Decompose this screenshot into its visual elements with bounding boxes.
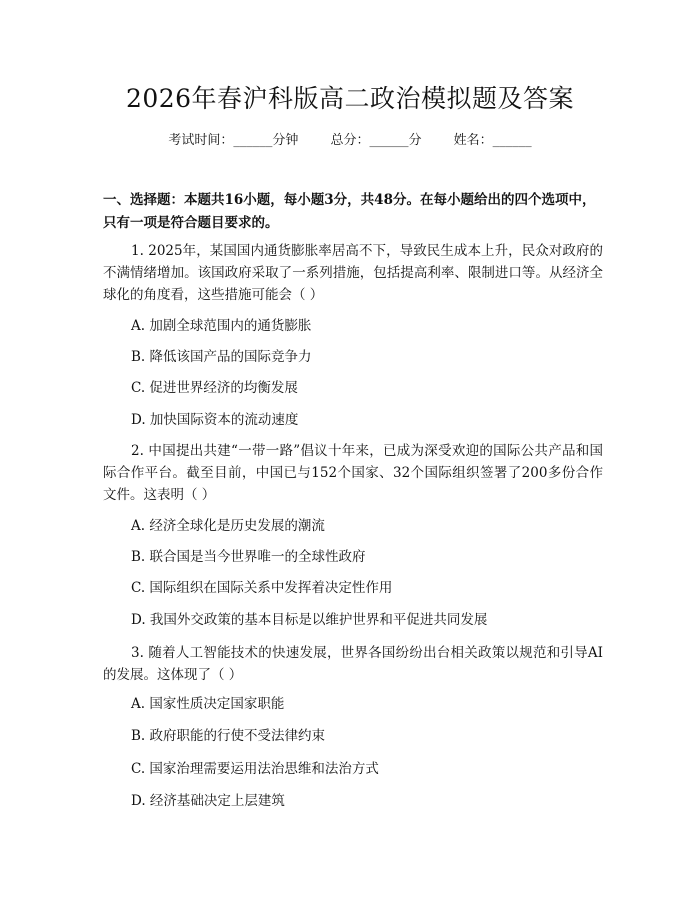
- exam-time-field: 考试时间：______分钟: [168, 133, 299, 148]
- question-2-option-a: A. 经济全球化是历史发展的潮流: [131, 518, 325, 534]
- exam-score-field: 总分：______分: [330, 133, 422, 148]
- question-1-option-d: D. 加快国际资本的流动速度: [131, 412, 299, 428]
- question-3-option-c: C. 国家治理需要运用法治思维和法治方式: [131, 761, 379, 777]
- question-1-option-c: C. 促进世界经济的均衡发展: [131, 380, 298, 396]
- question-3-option-a: A. 国家性质决定国家职能: [131, 696, 285, 712]
- question-3-stem: 3. 随着人工智能技术的快速发展，世界各国纷纷出台相关政策以规范和引导AI的发展。这体现了（ ）: [103, 645, 603, 683]
- question-2-option-c: C. 国际组织在国际关系中发挥着决定性作用: [131, 580, 393, 596]
- question-2-option-d: D. 我国外交政策的基本目标是以维护世界和平促进共同发展: [131, 612, 488, 628]
- section-heading: 一、选择题：本题共16小题，每小题3分，共48分。在每小题给出的四个选项中，只有一项是符合题目要求的。: [103, 192, 596, 231]
- question-3-option-d: D. 经济基础决定上层建筑: [131, 793, 285, 809]
- question-1-option-b: B. 降低该国产品的国际竞争力: [131, 349, 312, 365]
- question-2-stem: 2. 中国提出共建“一带一路”倡议十年来，已成为深受欢迎的国际公共产品和国际合作平台。截至目前，中国已与152个国家、32个国际组织签署了200多份合作文件。这表明（ ）: [103, 443, 603, 503]
- question-2-option-b: B. 联合国是当今世界唯一的全球性政府: [131, 549, 366, 565]
- question-3-option-b: B. 政府职能的行使不受法律约束: [131, 728, 326, 744]
- exam-name-field: 姓名：______: [453, 133, 532, 148]
- exam-title: 2026年春沪科版高二政治模拟题及答案: [125, 84, 575, 113]
- question-1-stem: 1. 2025年，某国国内通货膨胀率居高不下，导致民生成本上升，民众对政府的不满情绪增加。该国政府采取了一系列措施，包括提高利率、限制进口等。从经济全球化的角度看，这些措施可能会（ ）: [103, 243, 603, 303]
- exam-meta: [0, 131, 700, 151]
- question-1-option-a: A. 加剧全球范围内的通货膨胀: [131, 318, 312, 334]
